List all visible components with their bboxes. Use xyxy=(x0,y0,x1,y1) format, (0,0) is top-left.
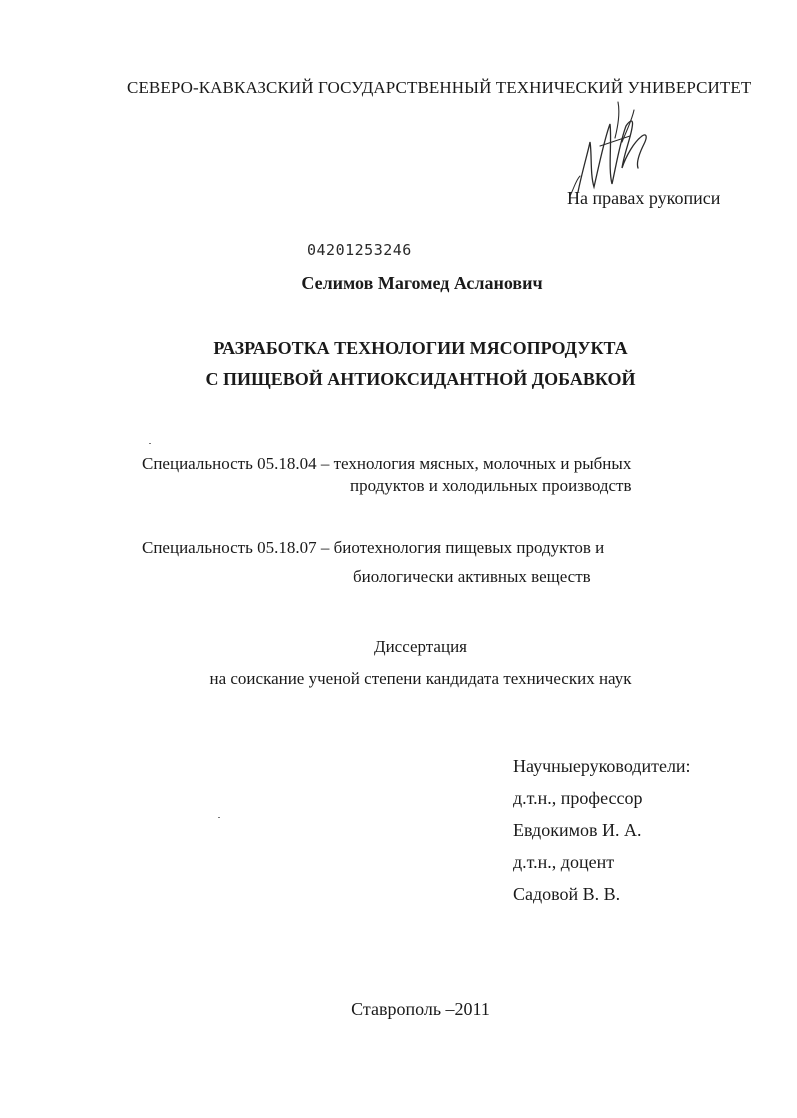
supervisor-2-title: д.т.н., доцент xyxy=(513,852,615,872)
city-year: Ставрополь –2011 xyxy=(351,999,490,1019)
manuscript-rights-note: На правах рукописи xyxy=(567,188,721,208)
supervisor-1-title: д.т.н., профессор xyxy=(513,788,643,808)
specialty-1-line-1: Специальность 05.18.04 – технология мясных, молочных и рыбных xyxy=(142,454,632,473)
supervisor-2-name: Садовой В. В. xyxy=(513,884,621,904)
specialty-2-line-1: Специальность 05.18.07 – биотехнология пищевых продуктов и xyxy=(142,538,605,557)
scan-speck xyxy=(218,817,220,818)
specialty-1-line-2: продуктов и холодильных производств xyxy=(350,476,632,495)
thesis-title-line-2: С ПИЩЕВОЙ АНТИОКСИДАНТНОЙ ДОБАВКОЙ xyxy=(205,369,636,389)
author-name: Селимов Магомед Асланович xyxy=(301,273,543,293)
dissertation-type: Диссертация xyxy=(373,637,467,656)
thesis-title-line-1: РАЗРАБОТКА ТЕХНОЛОГИИ МЯСОПРОДУКТА xyxy=(213,338,628,358)
degree-statement: на соискание ученой степени кандидата технических наук xyxy=(209,669,632,688)
university-name: СЕВЕРО-КАВКАЗСКИЙ ГОСУДАРСТВЕННЫЙ ТЕХНИЧЕСКИЙ УНИВЕРСИТЕТ xyxy=(127,78,752,97)
supervisor-1-name: Евдокимов И. А. xyxy=(513,820,642,840)
specialty-2-line-2: биологически активных веществ xyxy=(353,567,591,586)
handwritten-signature xyxy=(560,92,670,202)
scan-speck xyxy=(149,443,151,444)
registration-number: 04201253246 xyxy=(307,241,412,259)
supervisors-heading: Научныеруководители: xyxy=(513,756,691,776)
